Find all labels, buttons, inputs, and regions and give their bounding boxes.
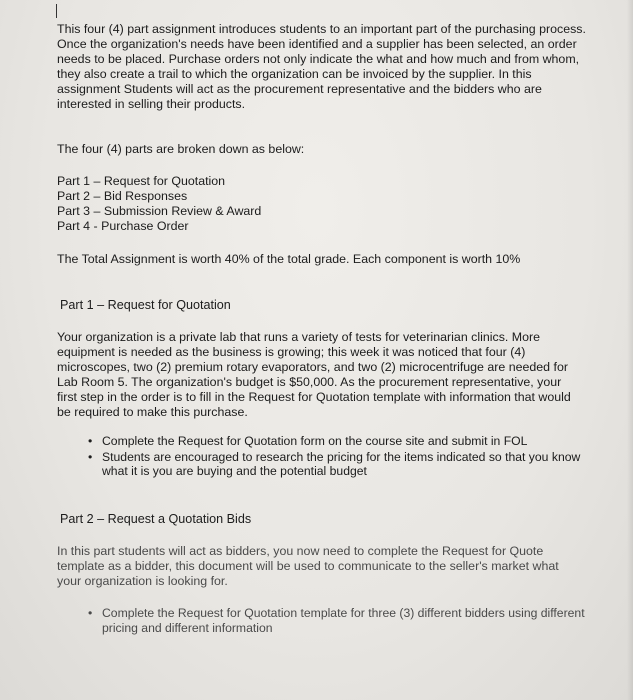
list-item: • Complete the Request for Quotation template for three (3) different bidders using different pricing and different information [88,606,588,635]
part1-bullets [88,434,588,480]
intro-paragraph: This four (4) part assignment introduces students to an important part of the purchasing process. Once the organization's needs have been identified and a supplier has been selected, an order needs to be placed. Purchase orders not only indicate the what and how much and from whom, they also create a trail to which the organization can be invoiced by the supplier. In this assignment Students will act as the procurement representative and the bidders who are interested in selling their products. [57,22,586,111]
grade-note: The Total Assignment is worth 40% of the total grade. Each component is worth 10% [57,252,521,266]
parts-list [57,174,587,234]
parts-intro: The four (4) parts are broken down as below: [57,142,305,156]
part1-heading: Part 1 – Request for Quotation [60,298,231,312]
part-item: Part 4 - Purchase Order [57,219,189,233]
part2-bullets [88,606,588,636]
list-item: • Students are encouraged to research the pricing for the items indicated so that you know what it is you are buying and the potential budget [88,450,588,479]
list-item: • Complete the Request for Quotation form on the course site and submit in FOL [88,434,588,449]
part2-heading: Part 2 – Request a Quotation Bids [60,512,252,526]
page-shadow [627,0,633,700]
text-cursor [56,4,57,18]
part-item: Part 3 – Submission Review & Award [57,204,262,218]
part-item: Part 1 – Request for Quotation [57,174,226,188]
part2-body: In this part students will act as bidders, you now need to complete the Request for Quote template as a bidder, this document will be used to communicate to the seller's market what your organization is looking for. [57,544,559,588]
part1-body: Your organization is a private lab that runs a variety of tests for veterinarian clinics. More equipment is needed as the business is growing; this week it was noticed that four (4) microscopes, two (2) premium rotary evaporators, and two (2) microcentrifuge are needed for Lab Room 5. The organization's budget is $50,000. As the procurement representative, your first step in the order is to fill in the Request for Quotation template with information that would be required to make this purchase. [57,330,571,419]
part-item: Part 2 – Bid Responses [57,189,188,203]
